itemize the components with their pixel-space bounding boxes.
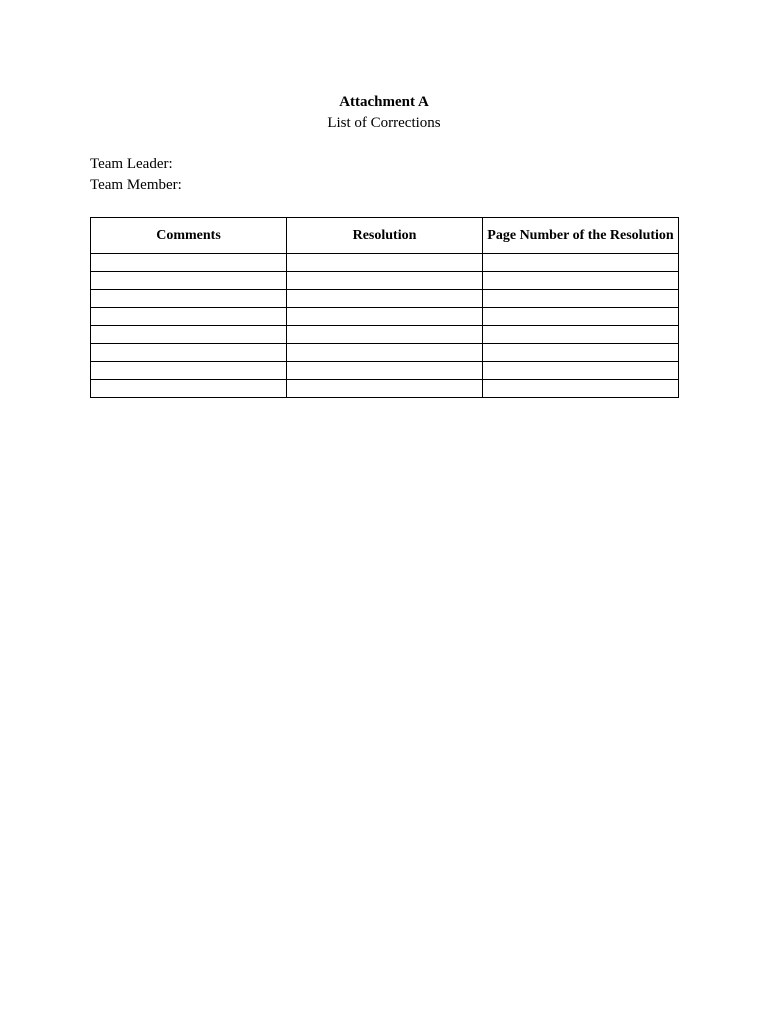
table-body xyxy=(91,254,679,398)
header-resolution: Resolution xyxy=(287,218,483,254)
table-cell[interactable] xyxy=(287,380,483,398)
table-row xyxy=(91,254,679,272)
table-cell[interactable] xyxy=(91,326,287,344)
table-header-row xyxy=(91,218,679,254)
table-cell[interactable] xyxy=(91,362,287,380)
table-cell[interactable] xyxy=(287,290,483,308)
table-row xyxy=(91,326,679,344)
table-cell[interactable] xyxy=(287,272,483,290)
table-cell[interactable] xyxy=(287,362,483,380)
table-cell[interactable] xyxy=(483,326,679,344)
table-cell[interactable] xyxy=(483,362,679,380)
table-cell[interactable] xyxy=(91,308,287,326)
table-cell[interactable] xyxy=(287,326,483,344)
document-subtitle: List of Corrections xyxy=(327,115,441,131)
table-cell[interactable] xyxy=(483,272,679,290)
table-cell[interactable] xyxy=(91,380,287,398)
table-cell[interactable] xyxy=(91,254,287,272)
table-cell[interactable] xyxy=(483,254,679,272)
team-leader-label: Team Leader: xyxy=(90,156,173,172)
table-row xyxy=(91,290,679,308)
header-comments: Comments xyxy=(91,218,287,254)
table-cell[interactable] xyxy=(91,290,287,308)
table-cell[interactable] xyxy=(483,344,679,362)
document-title: Attachment A xyxy=(339,94,429,110)
table-cell[interactable] xyxy=(287,254,483,272)
table-row xyxy=(91,272,679,290)
table-cell[interactable] xyxy=(91,272,287,290)
table-cell[interactable] xyxy=(483,290,679,308)
team-member-label: Team Member: xyxy=(90,177,182,193)
table-row xyxy=(91,308,679,326)
header-page-number: Page Number of the Resolution xyxy=(483,218,679,254)
table-cell[interactable] xyxy=(483,380,679,398)
table-cell[interactable] xyxy=(91,344,287,362)
table-row xyxy=(91,362,679,380)
table-row xyxy=(91,380,679,398)
table-cell[interactable] xyxy=(483,308,679,326)
table-row xyxy=(91,344,679,362)
table-cell[interactable] xyxy=(287,344,483,362)
corrections-table xyxy=(90,217,679,398)
table-cell[interactable] xyxy=(287,308,483,326)
